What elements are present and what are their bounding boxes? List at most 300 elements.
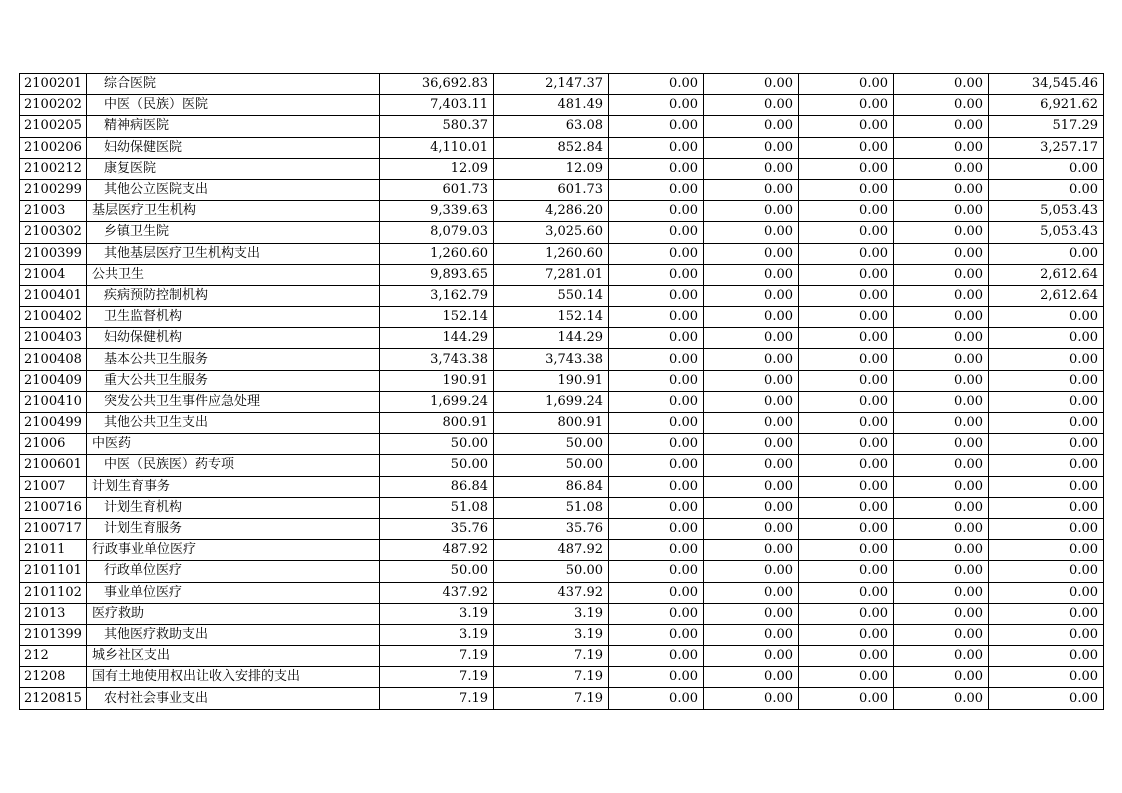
amount-cell-total: 3.19 — [380, 603, 494, 624]
amount-cell-col-3: 0.00 — [609, 328, 704, 349]
amount-cell-col-7: 5,053.43 — [989, 222, 1104, 243]
amount-cell-col-7: 0.00 — [989, 307, 1104, 328]
amount-cell-col-5: 0.00 — [799, 74, 894, 95]
amount-cell-col-3: 0.00 — [609, 137, 704, 158]
amount-cell-total: 9,339.63 — [380, 201, 494, 222]
amount-cell-col-3: 0.00 — [609, 201, 704, 222]
amount-cell-col-6: 0.00 — [894, 518, 989, 539]
amount-cell-basic: 3,025.60 — [494, 222, 609, 243]
subject-code-cell: 2100302 — [20, 222, 87, 243]
subject-name-cell: 妇幼保健机构 — [87, 328, 380, 349]
amount-cell-col-7: 0.00 — [989, 391, 1104, 412]
amount-cell-col-6: 0.00 — [894, 307, 989, 328]
amount-cell-total: 9,893.65 — [380, 264, 494, 285]
amount-cell-col-5: 0.00 — [799, 391, 894, 412]
subject-name-cell: 医疗救助 — [87, 603, 380, 624]
amount-cell-basic: 35.76 — [494, 518, 609, 539]
subject-code-cell: 2100401 — [20, 285, 87, 306]
amount-cell-basic: 3.19 — [494, 603, 609, 624]
amount-cell-col-4: 0.00 — [704, 243, 799, 264]
amount-cell-col-6: 0.00 — [894, 476, 989, 497]
amount-cell-total: 800.91 — [380, 413, 494, 434]
amount-cell-col-6: 0.00 — [894, 328, 989, 349]
amount-cell-col-6: 0.00 — [894, 137, 989, 158]
amount-cell-col-3: 0.00 — [609, 582, 704, 603]
table-row — [20, 688, 1104, 709]
amount-cell-col-3: 0.00 — [609, 603, 704, 624]
subject-name-cell: 其他公立医院支出 — [87, 179, 380, 200]
subject-code-cell: 2100408 — [20, 349, 87, 370]
amount-cell-col-3: 0.00 — [609, 476, 704, 497]
amount-cell-col-4: 0.00 — [704, 370, 799, 391]
amount-cell-total: 7.19 — [380, 688, 494, 709]
subject-code-cell: 2120815 — [20, 688, 87, 709]
amount-cell-col-4: 0.00 — [704, 518, 799, 539]
amount-cell-basic: 50.00 — [494, 455, 609, 476]
subject-name-cell: 计划生育事务 — [87, 476, 380, 497]
amount-cell-col-4: 0.00 — [704, 285, 799, 306]
amount-cell-total: 50.00 — [380, 561, 494, 582]
amount-cell-col-4: 0.00 — [704, 455, 799, 476]
table-row — [20, 434, 1104, 455]
subject-name-cell: 精神病医院 — [87, 116, 380, 137]
amount-cell-col-7: 0.00 — [989, 561, 1104, 582]
amount-cell-col-5: 0.00 — [799, 624, 894, 645]
amount-cell-basic: 7,281.01 — [494, 264, 609, 285]
amount-cell-total: 50.00 — [380, 455, 494, 476]
amount-cell-col-3: 0.00 — [609, 243, 704, 264]
table-row — [20, 349, 1104, 370]
amount-cell-col-5: 0.00 — [799, 243, 894, 264]
amount-cell-col-4: 0.00 — [704, 603, 799, 624]
amount-cell-basic: 86.84 — [494, 476, 609, 497]
amount-cell-basic: 51.08 — [494, 497, 609, 518]
amount-cell-col-3: 0.00 — [609, 179, 704, 200]
amount-cell-col-3: 0.00 — [609, 434, 704, 455]
amount-cell-col-7: 5,053.43 — [989, 201, 1104, 222]
table-row — [20, 624, 1104, 645]
subject-code-cell: 2100299 — [20, 179, 87, 200]
amount-cell-col-7: 0.00 — [989, 434, 1104, 455]
subject-name-cell: 乡镇卫生院 — [87, 222, 380, 243]
amount-cell-col-7: 0.00 — [989, 476, 1104, 497]
amount-cell-col-7: 0.00 — [989, 158, 1104, 179]
amount-cell-col-5: 0.00 — [799, 285, 894, 306]
subject-code-cell: 2100402 — [20, 307, 87, 328]
subject-code-cell: 2100212 — [20, 158, 87, 179]
table-row — [20, 307, 1104, 328]
subject-name-cell: 计划生育机构 — [87, 497, 380, 518]
amount-cell-basic: 601.73 — [494, 179, 609, 200]
amount-cell-col-3: 0.00 — [609, 391, 704, 412]
subject-name-cell: 中医药 — [87, 434, 380, 455]
table-row — [20, 137, 1104, 158]
amount-cell-total: 8,079.03 — [380, 222, 494, 243]
amount-cell-basic: 12.09 — [494, 158, 609, 179]
amount-cell-col-6: 0.00 — [894, 349, 989, 370]
subject-name-cell: 行政事业单位医疗 — [87, 540, 380, 561]
subject-name-cell: 突发公共卫生事件应急处理 — [87, 391, 380, 412]
amount-cell-col-5: 0.00 — [799, 307, 894, 328]
subject-name-cell: 重大公共卫生服务 — [87, 370, 380, 391]
amount-cell-col-4: 0.00 — [704, 624, 799, 645]
amount-cell-col-3: 0.00 — [609, 74, 704, 95]
amount-cell-total: 580.37 — [380, 116, 494, 137]
amount-cell-col-6: 0.00 — [894, 370, 989, 391]
table-row — [20, 243, 1104, 264]
amount-cell-col-3: 0.00 — [609, 455, 704, 476]
subject-name-cell: 卫生监督机构 — [87, 307, 380, 328]
amount-cell-total: 36,692.83 — [380, 74, 494, 95]
amount-cell-col-4: 0.00 — [704, 434, 799, 455]
amount-cell-col-7: 0.00 — [989, 624, 1104, 645]
amount-cell-col-6: 0.00 — [894, 497, 989, 518]
subject-code-cell: 21013 — [20, 603, 87, 624]
amount-cell-basic: 800.91 — [494, 413, 609, 434]
amount-cell-col-7: 0.00 — [989, 370, 1104, 391]
amount-cell-total: 7,403.11 — [380, 95, 494, 116]
table-row — [20, 201, 1104, 222]
amount-cell-col-6: 0.00 — [894, 667, 989, 688]
subject-name-cell: 中医（民族）医院 — [87, 95, 380, 116]
amount-cell-col-3: 0.00 — [609, 561, 704, 582]
table-row — [20, 582, 1104, 603]
budget-table — [19, 73, 1104, 710]
table-row — [20, 285, 1104, 306]
subject-name-cell: 事业单位医疗 — [87, 582, 380, 603]
amount-cell-total: 487.92 — [380, 540, 494, 561]
amount-cell-total: 3,743.38 — [380, 349, 494, 370]
amount-cell-col-6: 0.00 — [894, 603, 989, 624]
amount-cell-col-4: 0.00 — [704, 561, 799, 582]
amount-cell-basic: 4,286.20 — [494, 201, 609, 222]
amount-cell-basic: 487.92 — [494, 540, 609, 561]
amount-cell-col-3: 0.00 — [609, 667, 704, 688]
amount-cell-col-7: 0.00 — [989, 667, 1104, 688]
amount-cell-col-7: 0.00 — [989, 413, 1104, 434]
amount-cell-col-3: 0.00 — [609, 349, 704, 370]
subject-name-cell: 国有土地使用权出让收入安排的支出 — [87, 667, 380, 688]
subject-name-cell: 疾病预防控制机构 — [87, 285, 380, 306]
amount-cell-col-5: 0.00 — [799, 540, 894, 561]
amount-cell-col-3: 0.00 — [609, 158, 704, 179]
subject-name-cell: 行政单位医疗 — [87, 561, 380, 582]
subject-code-cell: 2100399 — [20, 243, 87, 264]
amount-cell-col-6: 0.00 — [894, 455, 989, 476]
subject-name-cell: 其他公共卫生支出 — [87, 413, 380, 434]
table-row — [20, 476, 1104, 497]
amount-cell-basic: 144.29 — [494, 328, 609, 349]
amount-cell-col-7: 0.00 — [989, 243, 1104, 264]
amount-cell-total: 144.29 — [380, 328, 494, 349]
amount-cell-col-7: 0.00 — [989, 646, 1104, 667]
amount-cell-col-5: 0.00 — [799, 413, 894, 434]
amount-cell-total: 601.73 — [380, 179, 494, 200]
amount-cell-col-5: 0.00 — [799, 95, 894, 116]
subject-code-cell: 21011 — [20, 540, 87, 561]
amount-cell-col-5: 0.00 — [799, 688, 894, 709]
subject-name-cell: 计划生育服务 — [87, 518, 380, 539]
amount-cell-basic: 3.19 — [494, 624, 609, 645]
subject-code-cell: 21004 — [20, 264, 87, 285]
table-row — [20, 328, 1104, 349]
subject-name-cell: 基层医疗卫生机构 — [87, 201, 380, 222]
amount-cell-col-7: 2,612.64 — [989, 285, 1104, 306]
subject-name-cell: 康复医院 — [87, 158, 380, 179]
subject-code-cell: 21208 — [20, 667, 87, 688]
amount-cell-total: 1,699.24 — [380, 391, 494, 412]
amount-cell-col-7: 0.00 — [989, 349, 1104, 370]
amount-cell-col-4: 0.00 — [704, 264, 799, 285]
amount-cell-total: 3,162.79 — [380, 285, 494, 306]
amount-cell-col-6: 0.00 — [894, 116, 989, 137]
amount-cell-col-5: 0.00 — [799, 518, 894, 539]
amount-cell-col-4: 0.00 — [704, 116, 799, 137]
amount-cell-col-3: 0.00 — [609, 518, 704, 539]
amount-cell-col-5: 0.00 — [799, 179, 894, 200]
amount-cell-col-6: 0.00 — [894, 582, 989, 603]
amount-cell-col-5: 0.00 — [799, 116, 894, 137]
amount-cell-col-7: 2,612.64 — [989, 264, 1104, 285]
amount-cell-col-5: 0.00 — [799, 137, 894, 158]
amount-cell-col-5: 0.00 — [799, 667, 894, 688]
amount-cell-col-5: 0.00 — [799, 264, 894, 285]
amount-cell-basic: 50.00 — [494, 561, 609, 582]
amount-cell-col-6: 0.00 — [894, 391, 989, 412]
subject-code-cell: 212 — [20, 646, 87, 667]
amount-cell-col-7: 0.00 — [989, 497, 1104, 518]
table-row — [20, 540, 1104, 561]
amount-cell-total: 12.09 — [380, 158, 494, 179]
amount-cell-col-4: 0.00 — [704, 307, 799, 328]
subject-name-cell: 城乡社区支出 — [87, 646, 380, 667]
amount-cell-col-5: 0.00 — [799, 582, 894, 603]
amount-cell-basic: 852.84 — [494, 137, 609, 158]
amount-cell-col-7: 517.29 — [989, 116, 1104, 137]
amount-cell-col-7: 0.00 — [989, 328, 1104, 349]
amount-cell-col-7: 0.00 — [989, 518, 1104, 539]
amount-cell-basic: 63.08 — [494, 116, 609, 137]
amount-cell-col-6: 0.00 — [894, 74, 989, 95]
table-row — [20, 74, 1104, 95]
amount-cell-col-4: 0.00 — [704, 540, 799, 561]
amount-cell-basic: 550.14 — [494, 285, 609, 306]
subject-code-cell: 2100499 — [20, 413, 87, 434]
amount-cell-col-4: 0.00 — [704, 137, 799, 158]
table-row — [20, 264, 1104, 285]
amount-cell-col-4: 0.00 — [704, 328, 799, 349]
amount-cell-col-3: 0.00 — [609, 497, 704, 518]
amount-cell-col-3: 0.00 — [609, 222, 704, 243]
amount-cell-col-3: 0.00 — [609, 264, 704, 285]
amount-cell-col-5: 0.00 — [799, 455, 894, 476]
amount-cell-basic: 437.92 — [494, 582, 609, 603]
subject-name-cell: 综合医院 — [87, 74, 380, 95]
amount-cell-col-3: 0.00 — [609, 307, 704, 328]
amount-cell-col-6: 0.00 — [894, 158, 989, 179]
subject-name-cell: 农村社会事业支出 — [87, 688, 380, 709]
amount-cell-col-6: 0.00 — [894, 646, 989, 667]
subject-code-cell: 2100716 — [20, 497, 87, 518]
amount-cell-col-5: 0.00 — [799, 222, 894, 243]
amount-cell-col-6: 0.00 — [894, 561, 989, 582]
amount-cell-basic: 1,699.24 — [494, 391, 609, 412]
amount-cell-col-6: 0.00 — [894, 179, 989, 200]
table-row — [20, 116, 1104, 137]
amount-cell-col-4: 0.00 — [704, 476, 799, 497]
amount-cell-col-4: 0.00 — [704, 688, 799, 709]
subject-name-cell: 其他医疗救助支出 — [87, 624, 380, 645]
amount-cell-col-7: 3,257.17 — [989, 137, 1104, 158]
amount-cell-col-6: 0.00 — [894, 243, 989, 264]
amount-cell-col-6: 0.00 — [894, 285, 989, 306]
amount-cell-basic: 50.00 — [494, 434, 609, 455]
subject-name-cell: 公共卫生 — [87, 264, 380, 285]
amount-cell-col-7: 0.00 — [989, 455, 1104, 476]
amount-cell-col-5: 0.00 — [799, 497, 894, 518]
table-row — [20, 667, 1104, 688]
subject-code-cell: 2100717 — [20, 518, 87, 539]
subject-code-cell: 21003 — [20, 201, 87, 222]
amount-cell-col-3: 0.00 — [609, 646, 704, 667]
amount-cell-col-7: 0.00 — [989, 540, 1104, 561]
amount-cell-col-7: 0.00 — [989, 688, 1104, 709]
amount-cell-col-5: 0.00 — [799, 476, 894, 497]
table-body — [20, 74, 1104, 710]
subject-code-cell: 21006 — [20, 434, 87, 455]
amount-cell-basic: 3,743.38 — [494, 349, 609, 370]
amount-cell-col-5: 0.00 — [799, 328, 894, 349]
amount-cell-col-5: 0.00 — [799, 349, 894, 370]
subject-name-cell: 妇幼保健医院 — [87, 137, 380, 158]
table-row — [20, 646, 1104, 667]
amount-cell-col-6: 0.00 — [894, 434, 989, 455]
amount-cell-col-5: 0.00 — [799, 434, 894, 455]
amount-cell-col-6: 0.00 — [894, 413, 989, 434]
amount-cell-total: 3.19 — [380, 624, 494, 645]
amount-cell-col-6: 0.00 — [894, 264, 989, 285]
subject-code-cell: 2100205 — [20, 116, 87, 137]
subject-code-cell: 2100202 — [20, 95, 87, 116]
subject-code-cell: 2100601 — [20, 455, 87, 476]
amount-cell-col-6: 0.00 — [894, 540, 989, 561]
subject-code-cell: 2100206 — [20, 137, 87, 158]
amount-cell-col-6: 0.00 — [894, 95, 989, 116]
amount-cell-col-4: 0.00 — [704, 179, 799, 200]
amount-cell-basic: 7.19 — [494, 646, 609, 667]
table-row — [20, 179, 1104, 200]
subject-code-cell: 2101102 — [20, 582, 87, 603]
table-row — [20, 158, 1104, 179]
subject-name-cell: 基本公共卫生服务 — [87, 349, 380, 370]
amount-cell-col-4: 0.00 — [704, 667, 799, 688]
amount-cell-col-3: 0.00 — [609, 370, 704, 391]
amount-cell-col-4: 0.00 — [704, 201, 799, 222]
amount-cell-col-7: 6,921.62 — [989, 95, 1104, 116]
amount-cell-total: 7.19 — [380, 646, 494, 667]
amount-cell-total: 7.19 — [380, 667, 494, 688]
amount-cell-total: 4,110.01 — [380, 137, 494, 158]
amount-cell-col-5: 0.00 — [799, 201, 894, 222]
amount-cell-col-5: 0.00 — [799, 603, 894, 624]
table-row — [20, 391, 1104, 412]
amount-cell-col-4: 0.00 — [704, 391, 799, 412]
amount-cell-basic: 1,260.60 — [494, 243, 609, 264]
amount-cell-total: 190.91 — [380, 370, 494, 391]
amount-cell-col-4: 0.00 — [704, 497, 799, 518]
amount-cell-col-4: 0.00 — [704, 413, 799, 434]
table-row — [20, 497, 1104, 518]
amount-cell-total: 51.08 — [380, 497, 494, 518]
table-row — [20, 455, 1104, 476]
amount-cell-col-3: 0.00 — [609, 285, 704, 306]
amount-cell-total: 437.92 — [380, 582, 494, 603]
amount-cell-col-4: 0.00 — [704, 646, 799, 667]
subject-code-cell: 2101101 — [20, 561, 87, 582]
amount-cell-col-6: 0.00 — [894, 222, 989, 243]
table-row — [20, 603, 1104, 624]
table-row — [20, 413, 1104, 434]
amount-cell-basic: 152.14 — [494, 307, 609, 328]
table-row — [20, 95, 1104, 116]
amount-cell-col-3: 0.00 — [609, 95, 704, 116]
amount-cell-basic: 2,147.37 — [494, 74, 609, 95]
subject-code-cell: 2100409 — [20, 370, 87, 391]
table-row — [20, 370, 1104, 391]
amount-cell-col-6: 0.00 — [894, 688, 989, 709]
amount-cell-col-4: 0.00 — [704, 582, 799, 603]
amount-cell-col-7: 0.00 — [989, 582, 1104, 603]
amount-cell-total: 152.14 — [380, 307, 494, 328]
amount-cell-total: 1,260.60 — [380, 243, 494, 264]
amount-cell-basic: 7.19 — [494, 667, 609, 688]
subject-name-cell: 中医（民族医）药专项 — [87, 455, 380, 476]
amount-cell-basic: 7.19 — [494, 688, 609, 709]
table-row — [20, 561, 1104, 582]
amount-cell-col-6: 0.00 — [894, 201, 989, 222]
amount-cell-basic: 481.49 — [494, 95, 609, 116]
amount-cell-total: 50.00 — [380, 434, 494, 455]
amount-cell-col-4: 0.00 — [704, 158, 799, 179]
subject-code-cell: 2100410 — [20, 391, 87, 412]
amount-cell-col-3: 0.00 — [609, 540, 704, 561]
amount-cell-col-6: 0.00 — [894, 624, 989, 645]
amount-cell-col-5: 0.00 — [799, 561, 894, 582]
amount-cell-basic: 190.91 — [494, 370, 609, 391]
amount-cell-col-4: 0.00 — [704, 349, 799, 370]
amount-cell-col-5: 0.00 — [799, 646, 894, 667]
subject-code-cell: 21007 — [20, 476, 87, 497]
amount-cell-col-3: 0.00 — [609, 688, 704, 709]
amount-cell-col-4: 0.00 — [704, 74, 799, 95]
amount-cell-col-3: 0.00 — [609, 624, 704, 645]
amount-cell-col-5: 0.00 — [799, 158, 894, 179]
subject-code-cell: 2100201 — [20, 74, 87, 95]
subject-code-cell: 2101399 — [20, 624, 87, 645]
amount-cell-total: 35.76 — [380, 518, 494, 539]
amount-cell-col-7: 34,545.46 — [989, 74, 1104, 95]
amount-cell-col-3: 0.00 — [609, 413, 704, 434]
amount-cell-col-4: 0.00 — [704, 95, 799, 116]
amount-cell-total: 86.84 — [380, 476, 494, 497]
amount-cell-col-5: 0.00 — [799, 370, 894, 391]
amount-cell-col-7: 0.00 — [989, 179, 1104, 200]
amount-cell-col-7: 0.00 — [989, 603, 1104, 624]
amount-cell-col-3: 0.00 — [609, 116, 704, 137]
subject-name-cell: 其他基层医疗卫生机构支出 — [87, 243, 380, 264]
amount-cell-col-4: 0.00 — [704, 222, 799, 243]
subject-code-cell: 2100403 — [20, 328, 87, 349]
